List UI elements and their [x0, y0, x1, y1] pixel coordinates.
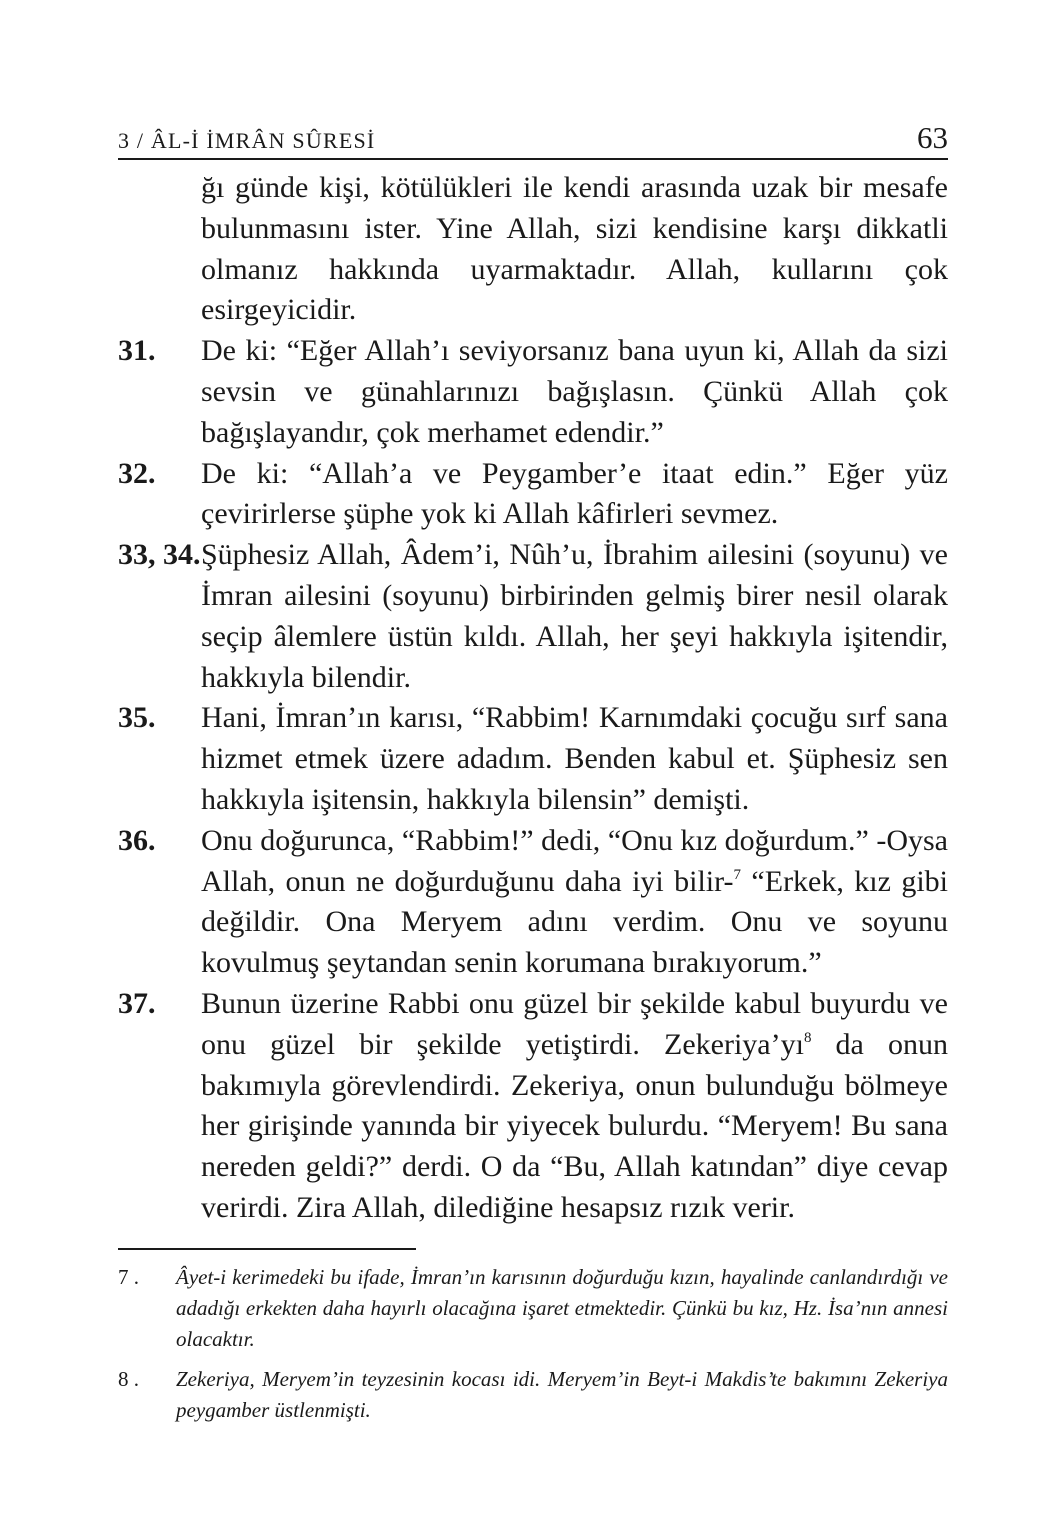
verse-text: Şüphesiz Allah, Âdem’i, Nûh’u, İbrahim ailesini (soyunu) ve İmran ailesini (soyunu) birbirinden gelmiş birer nesil olarak seçip âlemlere üstün kıldı. Allah, her şeyi hakkıyla işitendir, hakkıyla bilendir. [201, 538, 948, 694]
footnote-text: Zekeriya, Meryem’in teyzesinin kocası idi. Meryem’in Beyt-i Makdis’te bakımını Zekeriya peygamber üstlenmişti. [176, 1367, 948, 1422]
footnote-number: 7 . [118, 1265, 139, 1289]
footnote-7 [118, 1262, 948, 1355]
verse-37 [118, 984, 948, 1229]
verse-32 [118, 454, 948, 536]
verse-35 [118, 698, 948, 820]
footnote-text: Âyet-i kerimedeki bu ifade, İmran’ın karısının doğurduğu kızın, hayalinde canlandırdığı ve adadığı erkekten daha hayırlı olacağına işaret etmektedir. Çünkü bu kız, Hz. İsa’nın annesi olacaktır. [176, 1265, 948, 1351]
verse-text: “Erkek, kız gibi değildir. Ona Meryem adını verdim. Onu ve soyunu kovulmuş şeytandan senin korumana bırakıyorum.” [201, 864, 948, 980]
continuation-paragraph: ğı günde kişi, kötülükleri ile kendi arasında uzak bir mesafe bulunmasını ister. Yine Allah, sizi kendisine karşı dikkatli olmanız hakkında uyarmaktadır. Allah, kullarını çok esirgeyicidir. [201, 171, 948, 327]
body-text [118, 168, 948, 1229]
footnote-number: 8 . [118, 1367, 139, 1391]
footnote-ref[interactable]: 8 [803, 1029, 812, 1046]
running-title: 3 / ÂL-İ İMRÂN SÛRESİ [118, 128, 376, 153]
verse-31 [118, 331, 948, 453]
verse-text: De ki: “Allah’a ve Peygamber’e itaat edin.” Eğer yüz çevirirlerse şüphe yok ki Allah kâfirleri sevmez. [201, 456, 948, 531]
footnote-ref[interactable]: 7 [733, 866, 742, 883]
verse-text: Bunun üzerine Rabbi onu güzel bir şekilde kabul buyurdu ve onu güzel bir şekilde yetiştirdi. Zekeriya’yı [201, 986, 948, 1061]
verse-number: 33, 34. [118, 538, 201, 572]
verse-number: 31. [118, 334, 156, 368]
footnote-8 [118, 1364, 948, 1426]
verse-33-34 [118, 535, 948, 698]
verse-number: 36. [118, 823, 156, 857]
verse-text: De ki: “Eğer Allah’ı seviyorsanız bana uyun ki, Allah da sizi sevsin ve günahlarınızı bağışlasın. Çünkü Allah çok bağışlayandır, çok merhamet edendir.” [201, 334, 948, 449]
verse-number: 35. [118, 701, 156, 735]
page-header [118, 116, 948, 160]
footnotes [118, 1262, 948, 1435]
verse-text: Onu doğurunca, “Rabbim!” dedi, “Onu kız doğurdum.” -Oysa Allah, onun ne doğurduğunu daha iyi bilir- [201, 823, 948, 898]
verse-number: 32. [118, 456, 156, 490]
verse-36 [118, 821, 948, 984]
verse-text: da onun bakımıyla görevlendirdi. Zekeriya, onun bulunduğu bölmeye her girişinde yanında bir yiyecek bulurdu. “Meryem! Bu sana nereden geldi?” derdi. O da “Bu, Allah katından” diye cevap verirdi. Zira Allah, dilediğine hesapsız rızık verir. [201, 1027, 948, 1224]
page-number: 63 [917, 120, 948, 155]
footnote-divider [118, 1248, 416, 1250]
verse-number: 37. [118, 986, 156, 1020]
verse-text: Hani, İmran’ın karısı, “Rabbim! Karnımdaki çocuğu sırf sana hizmet etmek üzere adadım. Benden kabul et. Şüphesiz sen hakkıyla işitensin, hakkıyla bilensin” demişti. [201, 701, 948, 816]
